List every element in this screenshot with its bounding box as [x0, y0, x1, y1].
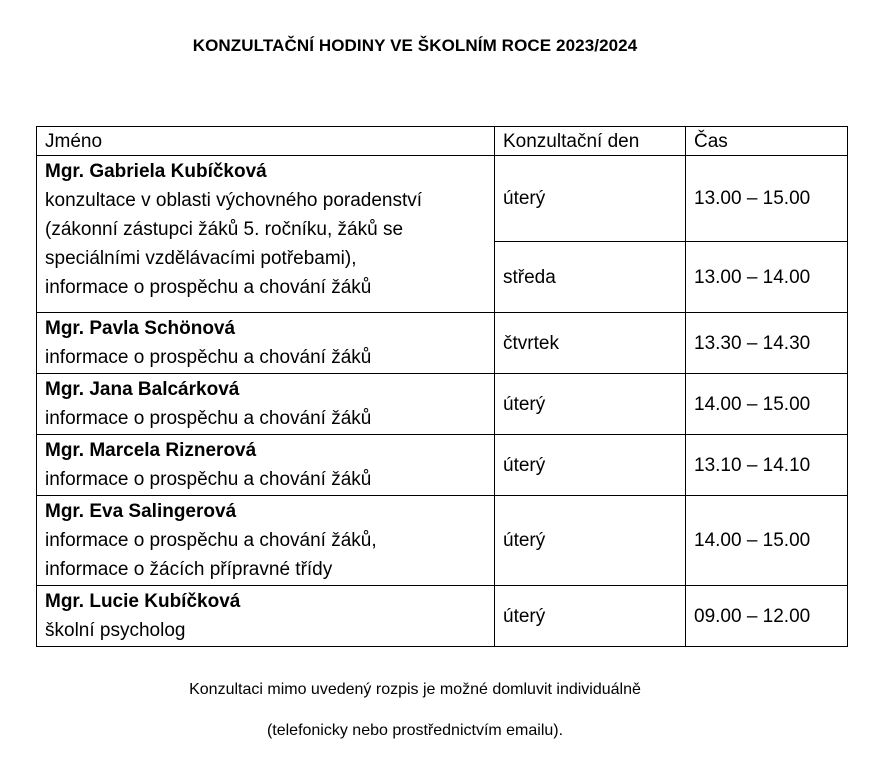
teacher-cell [37, 374, 495, 435]
table-row [37, 156, 848, 242]
time-cell: 13.30 – 14.30 [686, 313, 848, 374]
table-row [37, 496, 848, 586]
teacher-cell [37, 435, 495, 496]
time-cell: 09.00 – 12.00 [686, 586, 848, 647]
time-cell: 14.00 – 15.00 [686, 374, 848, 435]
footer-note: Konzultaci mimo uvedený rozpis je možné domluvit individuálně [189, 681, 641, 698]
teacher-description: informace o žácích přípravné třídy [45, 559, 333, 580]
teacher-description: speciálními vzdělávacími potřebami), [45, 248, 357, 269]
header-time: Čas [686, 127, 848, 156]
teacher-description: informace o prospěchu a chování žáků [45, 277, 372, 298]
time-cell: 13.00 – 14.00 [686, 242, 848, 313]
teacher-description: informace o prospěchu a chování žáků [45, 408, 372, 429]
table-header-row [37, 127, 848, 156]
time-cell: 13.00 – 15.00 [686, 156, 848, 242]
teacher-cell [37, 496, 495, 586]
day-cell: úterý [495, 435, 686, 496]
teacher-name: Mgr. Marcela Riznerová [45, 440, 257, 461]
day-cell: úterý [495, 374, 686, 435]
page-title: KONZULTAČNÍ HODINY VE ŠKOLNÍM ROCE 2023/2024 [192, 36, 638, 55]
day-cell: úterý [495, 496, 686, 586]
teacher-description: informace o prospěchu a chování žáků, [45, 530, 377, 551]
teacher-name: Mgr. Lucie Kubíčková [45, 591, 241, 612]
teacher-description: školní psycholog [45, 620, 186, 641]
consultation-table [36, 126, 848, 647]
teacher-name: Mgr. Pavla Schönová [45, 318, 236, 339]
teacher-cell [37, 313, 495, 374]
teacher-description: (zákonní zástupci žáků 5. ročníku, žáků se [45, 219, 404, 240]
teacher-cell [37, 586, 495, 647]
teacher-description: informace o prospěchu a chování žáků [45, 347, 372, 368]
teacher-name: Mgr. Jana Balcárková [45, 379, 240, 400]
header-name: Jméno [37, 127, 495, 156]
day-cell: úterý [495, 156, 686, 242]
teacher-name: Mgr. Gabriela Kubíčková [45, 161, 267, 182]
day-cell: úterý [495, 586, 686, 647]
footer-note-contact: (telefonicky nebo prostřednictvím emailu). [266, 722, 564, 739]
teacher-name: Mgr. Eva Salingerová [45, 501, 237, 522]
day-cell: čtvrtek [495, 313, 686, 374]
table-row [37, 313, 848, 374]
header-day: Konzultační den [495, 127, 686, 156]
day-cell: středa [495, 242, 686, 313]
time-cell: 14.00 – 15.00 [686, 496, 848, 586]
table-row [37, 586, 848, 647]
teacher-cell [37, 156, 495, 313]
table-row [37, 374, 848, 435]
time-cell: 13.10 – 14.10 [686, 435, 848, 496]
table-row [37, 435, 848, 496]
teacher-description: informace o prospěchu a chování žáků [45, 469, 372, 490]
teacher-description: konzultace v oblasti výchovného poradenství [45, 190, 423, 211]
